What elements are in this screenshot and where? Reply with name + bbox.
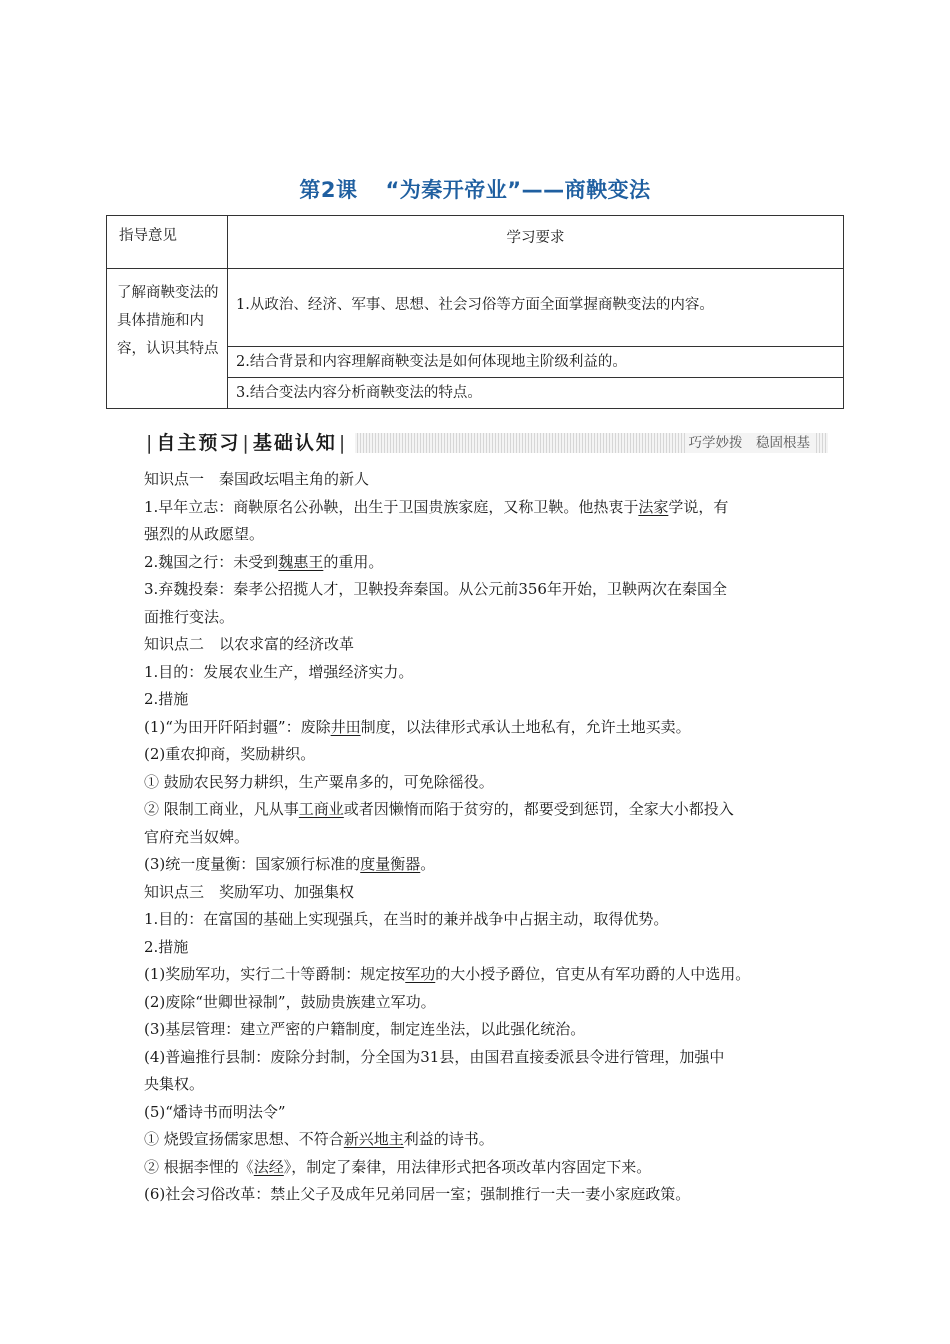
paragraph: (3)基层管理：建立严密的户籍制度，制定连坐法，以此强化统治。 — [144, 1020, 586, 1038]
paragraph: (3)统一度量衡：国家颁行标准的度量衡器。 — [144, 855, 436, 873]
paragraph: 央集权。 — [144, 1075, 205, 1093]
header-guidance: 指导意见 — [107, 216, 228, 269]
paragraph: (5)“燔诗书而明法令” — [144, 1102, 286, 1121]
paragraph: (6)社会习俗改革：禁止父子及成年兄弟同居一室；强制推行一夫一妻小家庭政策。 — [144, 1185, 691, 1203]
page-title — [0, 174, 950, 204]
paragraph: 官府充当奴婢。 — [144, 827, 250, 846]
underlined-term: 军功 — [405, 965, 436, 983]
paragraph: 强烈的从政愿望。 — [144, 525, 265, 543]
paragraph: (2)废除“世卿世禄制”，鼓励贵族建立军功。 — [144, 992, 436, 1011]
banner-subtitle: 巧学妙拨 稳固根基 — [685, 433, 815, 453]
paragraph: 1.目的：在富国的基础上实现强兵，在当时的兼并战争中占据主动，取得优势。 — [144, 910, 669, 928]
paragraph: 2.魏国之行：未受到魏惠王的重用。 — [144, 552, 384, 571]
paragraph: ① 烧毁宣扬儒家思想、不符合新兴地主利益的诗书。 — [144, 1130, 494, 1148]
requirement-1: 1.从政治、经济、军事、思想、社会习俗等方面全面掌握商鞅变法的内容。 — [228, 269, 844, 347]
paragraph: ② 根据李悝的《法经》，制定了秦律，用法律形式把各项改革内容固定下来。 — [144, 1157, 652, 1176]
paragraph: 1.早年立志：商鞅原名公孙鞅，出生于卫国贵族家庭，又称卫鞅。他热衷于法家学说，有 — [144, 497, 729, 516]
underlined-term: 工商业 — [298, 800, 344, 818]
section-banner — [144, 428, 828, 458]
learning-requirements-table — [106, 215, 844, 409]
requirement-3: 3.结合变法内容分析商鞅变法的特点。 — [228, 378, 844, 409]
paragraph: 1.目的：发展农业生产，增强经济实力。 — [144, 662, 414, 681]
table-row — [107, 269, 844, 347]
underlined-term: 法家 — [638, 497, 669, 516]
paragraph: ② 限制工商业，凡从事工商业或者因懒惰而陷于贫穷的，都要受到惩罚，全家大小都投入 — [144, 800, 734, 818]
section-heading: 知识点二 以农求富的经济改革 — [144, 635, 355, 653]
underlined-term: 度量衡器 — [360, 855, 421, 873]
guidance-cell: 了解商鞅变法的具体措施和内容，认识其特点 — [107, 269, 228, 409]
header-requirements: 学习要求 — [228, 216, 844, 269]
underlined-term: 法经 — [253, 1157, 284, 1176]
underlined-term: 魏惠王 — [278, 552, 324, 571]
paragraph: 2.措施 — [144, 690, 189, 708]
table-header-row — [107, 216, 844, 269]
paragraph: 3.弃魏投秦：秦孝公招揽人才，卫鞅投奔秦国。从公元前356年开始，卫鞅两次在秦国全 — [144, 580, 727, 598]
lesson-name: “为秦开帝业”——商鞅变法 — [385, 178, 651, 202]
paragraph: (1)“为田开阡陌封疆”：废除井田制度，以法律形式承认土地私有，允许土地买卖。 — [144, 717, 691, 736]
underlined-term: 井田 — [330, 717, 361, 736]
paragraph: (4)普遍推行县制：废除分封制，分全国为31县，由国君直接委派县令进行管理，加强中 — [144, 1047, 725, 1066]
banner-title: | 自主预习 | 基础认知 | — [144, 428, 355, 458]
paragraph: ① 鼓励农民努力耕织，生产粟帛多的，可免除徭役。 — [144, 772, 494, 791]
requirement-2: 2.结合背景和内容理解商鞅变法是如何体现地主阶级利益的。 — [228, 347, 844, 378]
section-heading: 知识点三 奖励军功、加强集权 — [144, 882, 355, 901]
content-body — [144, 466, 834, 1209]
underlined-term: 新兴地主 — [343, 1130, 404, 1148]
paragraph: (1)奖励军功，实行二十等爵制：规定按军功的大小授予爵位，官吏从有军功爵的人中选用。 — [144, 965, 751, 983]
paragraph: (2)重农抑商，奖励耕织。 — [144, 745, 316, 763]
banner-part2: 基础认知 — [252, 432, 337, 454]
section-heading: 知识点一 秦国政坛唱主角的新人 — [144, 470, 370, 488]
banner-part1: 自主预习 — [156, 432, 241, 454]
paragraph: 面推行变法。 — [144, 607, 235, 626]
lesson-number: 第2课 — [299, 178, 358, 202]
paragraph: 2.措施 — [144, 937, 189, 956]
